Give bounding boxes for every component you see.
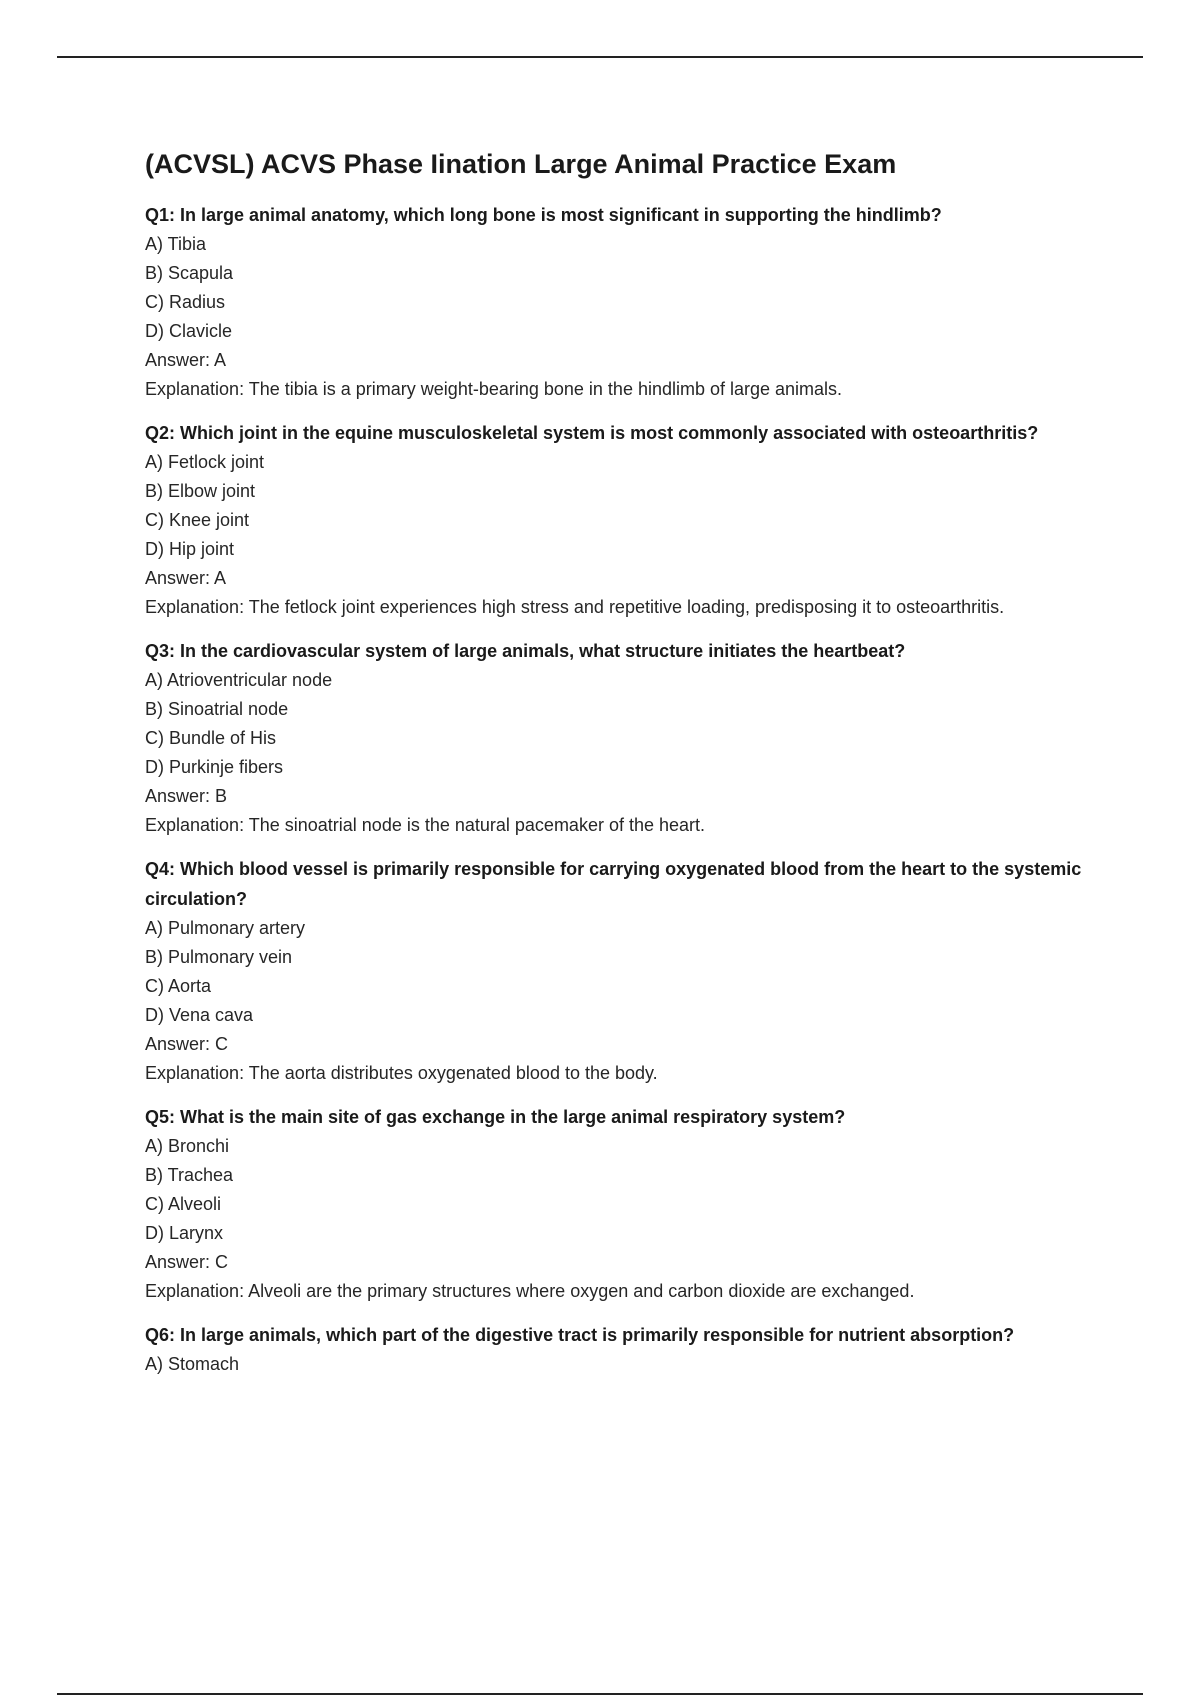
document-body	[145, 146, 1105, 1393]
option-a: A) Fetlock joint	[145, 452, 265, 472]
option-a: A) Pulmonary artery	[145, 918, 306, 938]
explanation-text: Explanation: The aorta distributes oxygenated blood to the body.	[145, 1063, 658, 1083]
question-block-1	[145, 200, 1105, 404]
question-block-5	[145, 1102, 1105, 1306]
page-title: (ACVSL) ACVS Phase Iination Large Animal Practice Exam	[145, 149, 897, 179]
option-c: C) Bundle of His	[145, 728, 277, 748]
question-text: Q5: What is the main site of gas exchange in the large animal respiratory system?	[145, 1107, 846, 1127]
option-c: C) Aorta	[145, 976, 212, 996]
explanation-text: Explanation: The fetlock joint experiences high stress and repetitive loading, predisposing it to osteoarthritis.	[145, 597, 1005, 617]
answer-text: Answer: C	[145, 1252, 229, 1272]
explanation-text: Explanation: Alveoli are the primary structures where oxygen and carbon dioxide are exchanged.	[145, 1281, 915, 1301]
option-d: D) Purkinje fibers	[145, 757, 284, 777]
option-c: C) Radius	[145, 292, 226, 312]
question-block-2	[145, 418, 1105, 622]
question-text: Q1: In large animal anatomy, which long bone is most significant in supporting the hindlimb?	[145, 205, 942, 225]
option-a: A) Bronchi	[145, 1136, 230, 1156]
option-a: A) Stomach	[145, 1354, 240, 1374]
option-b: B) Sinoatrial node	[145, 699, 289, 719]
option-d: D) Clavicle	[145, 321, 233, 341]
question-text: Q4: Which blood vessel is primarily responsible for carrying oxygenated blood from the heart to the systemic circulation?	[145, 859, 1082, 909]
answer-text: Answer: B	[145, 786, 228, 806]
bottom-rule	[57, 1693, 1143, 1695]
explanation-text: Explanation: The sinoatrial node is the natural pacemaker of the heart.	[145, 815, 706, 835]
question-block-6	[145, 1320, 1105, 1379]
option-c: C) Knee joint	[145, 510, 250, 530]
option-a: A) Atrioventricular node	[145, 670, 333, 690]
option-d: D) Larynx	[145, 1223, 224, 1243]
question-text: Q6: In large animals, which part of the digestive tract is primarily responsible for nutrient absorption?	[145, 1325, 1015, 1345]
option-b: B) Scapula	[145, 263, 234, 283]
option-a: A) Tibia	[145, 234, 207, 254]
question-block-4	[145, 854, 1105, 1088]
top-rule	[57, 56, 1143, 58]
explanation-text: Explanation: The tibia is a primary weight-bearing bone in the hindlimb of large animals.	[145, 379, 843, 399]
option-c: C) Alveoli	[145, 1194, 222, 1214]
answer-text: Answer: A	[145, 568, 227, 588]
option-b: B) Pulmonary vein	[145, 947, 293, 967]
option-d: D) Hip joint	[145, 539, 235, 559]
answer-text: Answer: A	[145, 350, 227, 370]
question-block-3	[145, 636, 1105, 840]
question-text: Q3: In the cardiovascular system of large animals, what structure initiates the heartbeat?	[145, 641, 906, 661]
question-text: Q2: Which joint in the equine musculoskeletal system is most commonly associated with osteoarthritis?	[145, 423, 1039, 443]
option-d: D) Vena cava	[145, 1005, 254, 1025]
option-b: B) Trachea	[145, 1165, 234, 1185]
answer-text: Answer: C	[145, 1034, 229, 1054]
option-b: B) Elbow joint	[145, 481, 256, 501]
